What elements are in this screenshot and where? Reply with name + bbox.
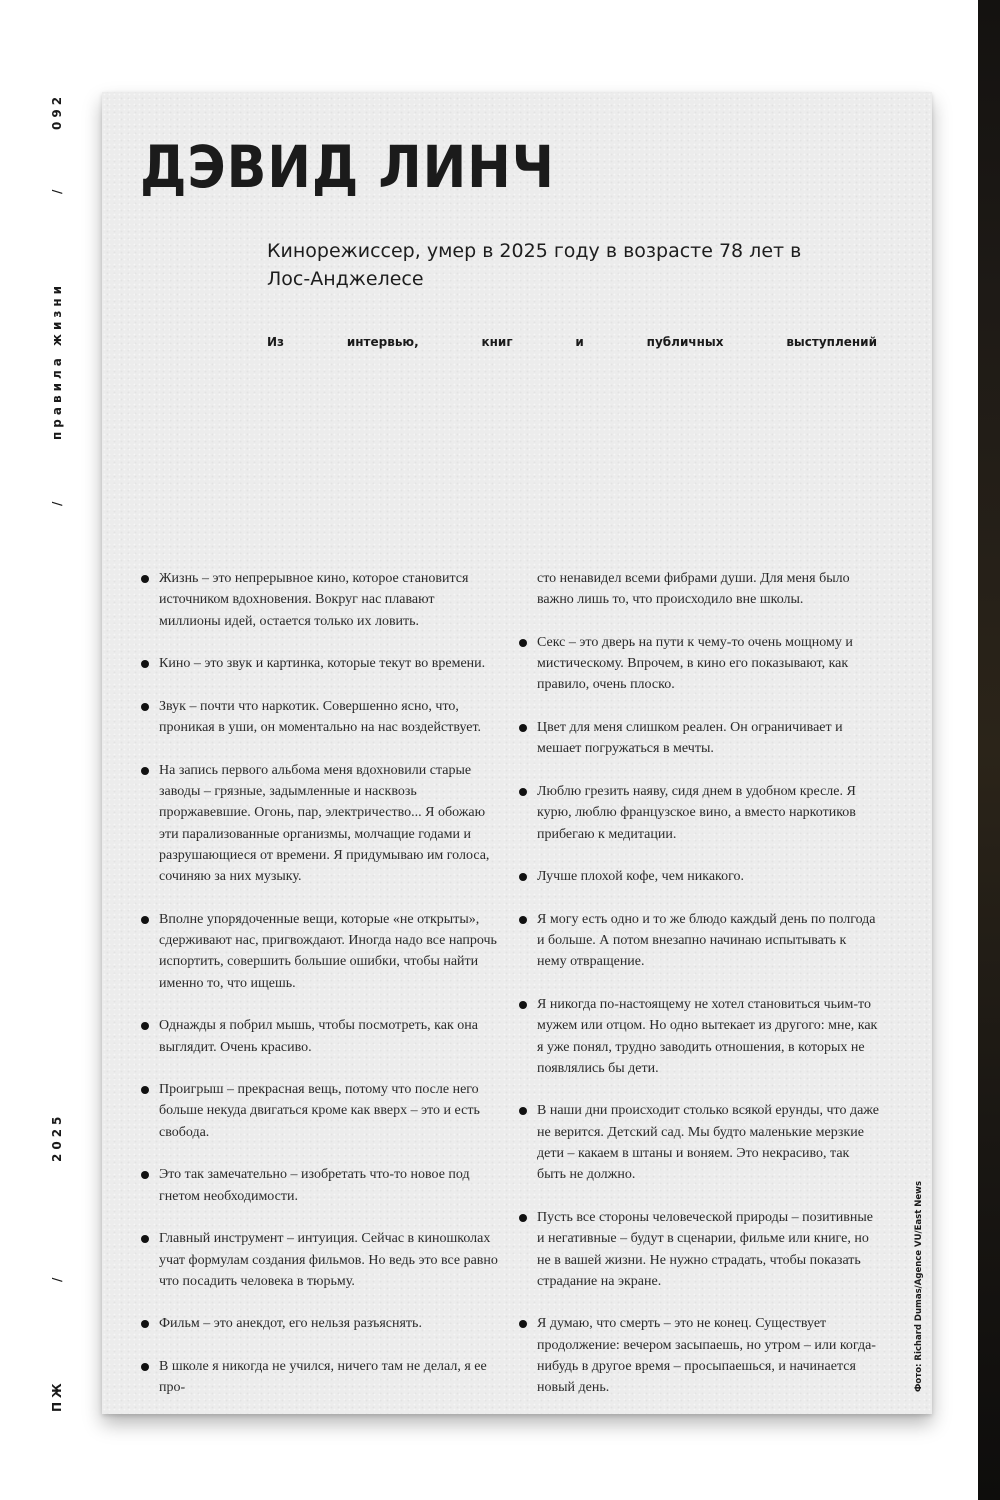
quote-item: В школе я никогда не учился, ничего там не делал, я ее про- [159,1356,499,1399]
quote-item: Однажды я побрил мышь, чтобы посмотреть, как она выглядит. Очень красиво. [159,1015,499,1058]
sources-word: и [575,335,584,349]
quote-item: Я могу есть одно и то же блюдо каждый день по полгода и больше. А потом внезапно начинаю испытывать к нему отвращение. [537,909,879,973]
issue-year: 2025 [50,1112,64,1162]
quote-item: Это так замечательно – изобретать что-то новое под гнетом необходимости. [159,1164,499,1207]
quote-item: Главный инструмент – интуиция. Сейчас в киношколах учат формулам создания фильмов. Но ведь это все равно что посадить человека в тюрьму. [159,1228,499,1292]
quote-item: Я никогда по-настоящему не хотел становиться чьим-то мужем или отцом. Но одно вытекает из другого: мне, как я уже понял, трудно заводить отношения, в которых не появлялись бы дети. [537,994,879,1079]
quote-item: На запись первого альбома меня вдохновили старые заводы – грязные, задымленные и насквозь проржавевшие. Огонь, пар, электричество... Я обожаю эти парализованные организмы, молчащие годами и разрушающиеся от времени. Я придумываю им голоса, сочиняю за них музыку. [159,760,499,888]
quote-item: Секс – это дверь на пути к чему-то очень мощному и мистическому. Впрочем, в кино его показывают, как правило, очень плоско. [537,632,879,696]
article-sheet [102,92,932,1414]
quote-item: Звук – почти что наркотик. Совершенно ясно, что, проникая в уши, он моментально на нас воздействует. [159,696,499,739]
quote-item: Вполне упорядоченные вещи, которые «не открыты», сдерживают нас, пригвождают. Иногда надо все напрочь испортить, совершить большие ошибки, чтобы найти именно то, что ищешь. [159,909,499,994]
sources-word: Из [267,335,285,349]
page-number: 092 [50,92,64,130]
quote-item: Жизнь – это непрерывное кино, которое становится источником вдохновения. Вокруг нас плавают миллионы идей, остается только их ловить. [159,568,499,632]
sources-word: интервью, [346,335,419,349]
quote-item: Я думаю, что смерть – это не конец. Существует продолжение: вечером засыпаешь, но утром – или когда-нибудь в другое время – просыпаешься, и начинается новый день. [537,1313,879,1398]
quote-item: Цвет для меня слишком реален. Он ограничивает и мешает погружаться в мечты. [537,717,879,760]
quote-item: В наши дни происходит столько всякой ерунды, что даже не верится. Детский сад. Мы будто маленькие мерзкие дети – какаем в штаны и воняем. Это некрасиво, так быть не должно. [537,1100,879,1185]
sources-word: публичных [646,335,724,349]
quote-continuation: сто ненавидел всеми фибрами души. Для меня было важно лишь то, что происходило вне школы. [537,571,850,608]
quote-item: Пусть все стороны человеческой природы – позитивные и негативные – будут в сценарии, фильме или книге, но не в вашей жизни. Не нужно страдать, чтобы показать страдание на экране. [537,1207,879,1292]
quotes-column-left [159,568,499,1420]
quote-item: Проигрыш – прекрасная вещь, потому что после него больше некуда двигаться кроме как вверх – это и есть свобода. [159,1079,499,1143]
photo-credit: Фото: Richard Dumas/Agence VU/East News [914,1180,924,1392]
sources-word: книг [481,335,513,349]
sidebar-separator: / [50,1273,64,1282]
quote-item: Люблю грезить наяву, сидя днем в удобном кресле. Я курю, люблю французское вино, а вместо наркотиков прибегаю к медитации. [537,781,879,845]
sidebar-separator: / [50,185,64,194]
article-subtitle: Кинорежиссер, умер в 2025 году в возрасте 78 лет в Лос-Анджелесе [267,240,802,290]
magazine-logo: ПЖ [50,1379,64,1412]
quote-item: Фильм – это анекдот, его нельзя разъяснять. [159,1313,499,1334]
article-title: ДЭВИД ЛИНЧ [140,133,555,201]
section-name: правила жизни [50,281,64,440]
sidebar-separator: / [50,497,64,506]
quote-item: Лучше плохой кофе, чем никакого. [537,866,879,887]
quote-item: Кино – это звук и картинка, которые текут во времени. [159,653,499,674]
background-photo-edge [978,0,1000,1500]
quotes-column-right [537,568,879,1420]
sources-line [267,335,877,349]
sources-word: выступлений [786,335,877,349]
